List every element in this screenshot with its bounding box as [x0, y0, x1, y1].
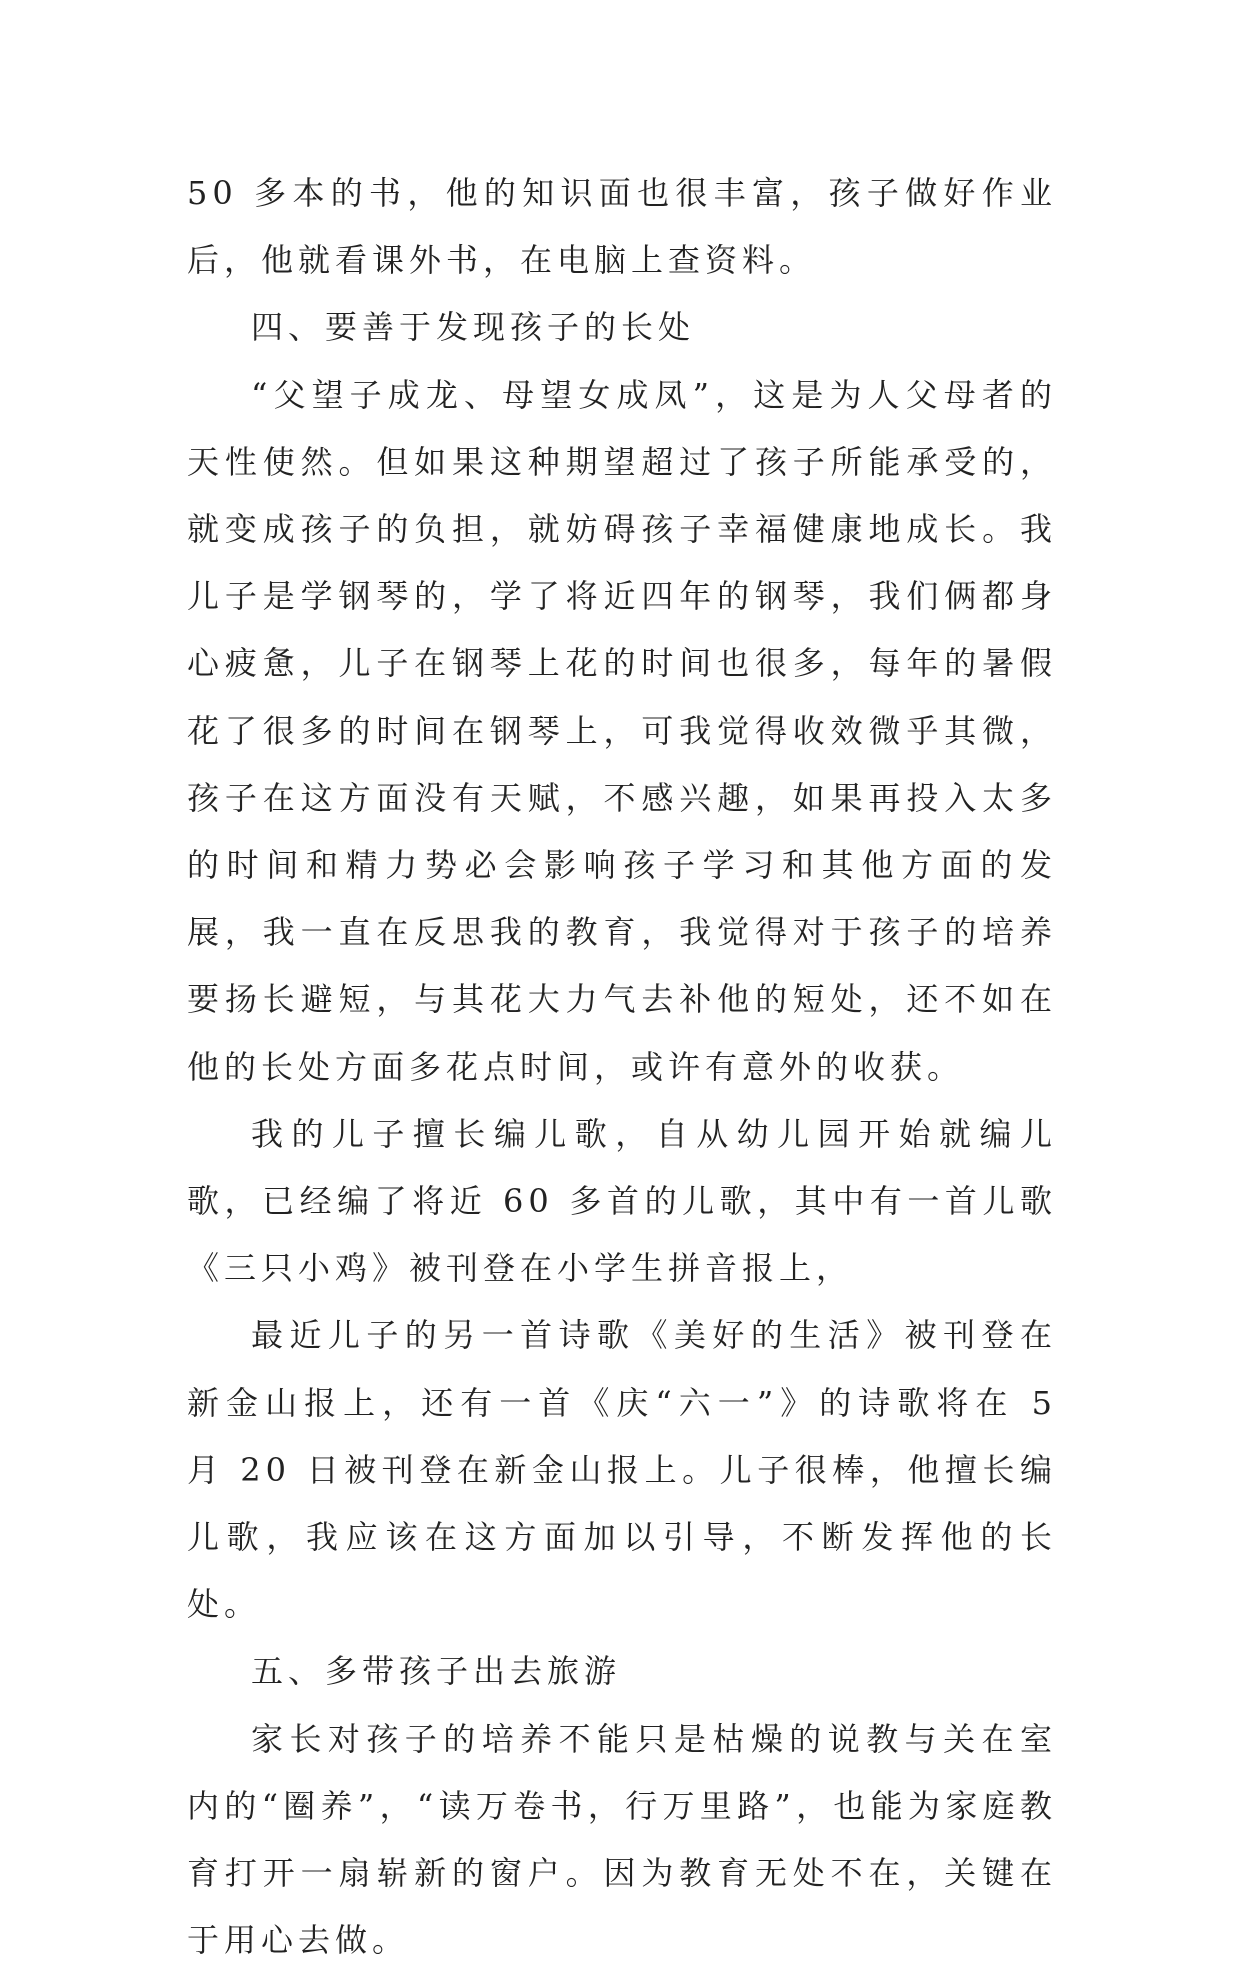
section-heading-4: 四、要善于发现孩子的长处	[251, 308, 696, 347]
paragraph-expectations: “父望子成龙、母望女成凤”，这是为人父母者的天性使然。但如果这种期望超过了孩子所能承受的，就变成孩子的负担，就妨碍孩子幸福健康地成长。我儿子是学钢琴的，学了将近四年的钢琴，我们俩都身心疲惫，儿子在钢琴上花的时间也很多，每年的暑假花了很多的时间在钢琴上，可我觉得收效微乎其微，孩子在这方面没有天赋，不感兴趣，如果再投入太多的时间和精力势必会影响孩子学习和其他方面的发展，我一直在反思我的教育，我觉得对于孩子的培养要扬长避短，与其花大力气去补他的短处，还不如在他的长处方面多花点时间，或许有意外的收获。	[187, 375, 1057, 1086]
paragraph-continuation: 50 多本的书，他的知识面也很丰富，孩子做好作业后，他就看课外书，在电脑上查资料。	[187, 174, 1057, 280]
paragraph-published-poems: 最近儿子的另一首诗歌《美好的生活》被刊登在新金山报上，还有一首《庆“六一”》的诗歌将在 5 月 20 日被刊登在新金山报上。儿子很棒，他擅长编儿歌，我应该在这方面加以引导，不断发挥他的长处。	[187, 1316, 1057, 1624]
section-heading-5: 五、多带孩子出去旅游	[251, 1652, 622, 1691]
paragraph-travel: 家长对孩子的培养不能只是枯燥的说教与关在室内的“圈养”，“读万卷书，行万里路”，也能为家庭教育打开一扇崭新的窗户。因为教育无处不在，关键在于用心去做。	[187, 1719, 1057, 1960]
paragraph-children-songs: 我的儿子擅长编儿歌，自从幼儿园开始就编儿歌，已经编了将近 60 多首的儿歌，其中有一首儿歌《三只小鸡》被刊登在小学生拼音报上，	[187, 1114, 1057, 1288]
document-body	[187, 160, 1057, 1974]
